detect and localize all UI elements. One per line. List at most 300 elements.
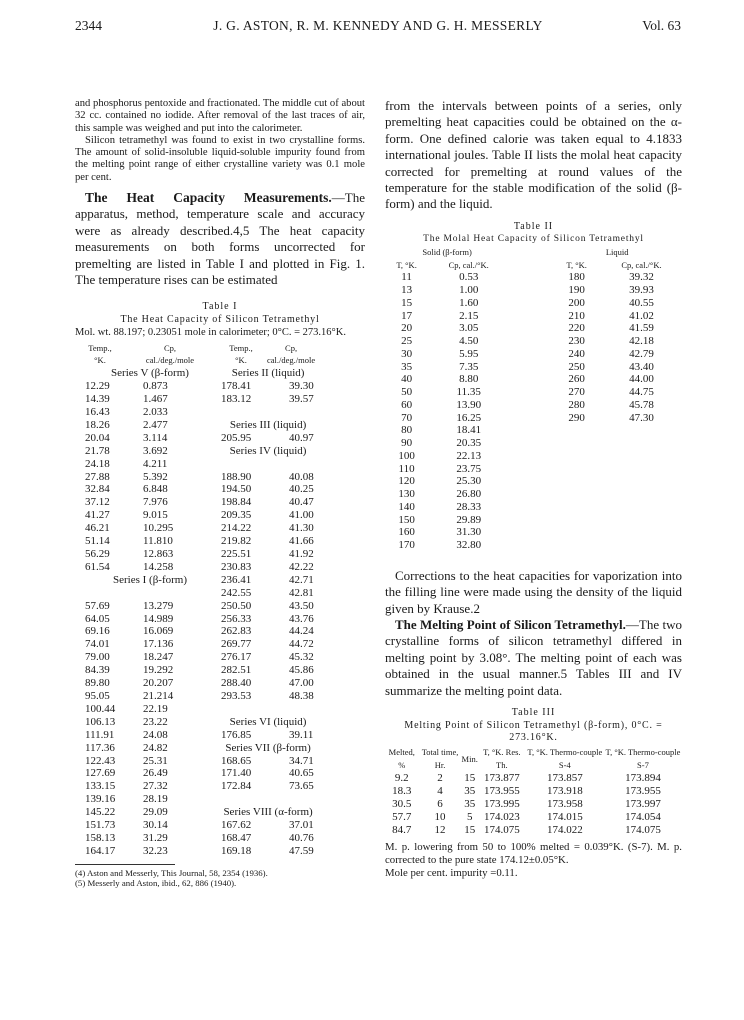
table-cell: 39.11 <box>289 728 314 741</box>
table-cell: 28.19 <box>143 793 168 806</box>
table-cell: 2.15 <box>459 309 479 322</box>
table-cell <box>215 406 267 419</box>
column-header: Melted, % <box>388 747 415 771</box>
table-cell: 10.295 <box>143 522 174 535</box>
table-row <box>385 824 682 837</box>
table-cell: 35 <box>464 798 476 811</box>
table-row <box>75 729 315 742</box>
table-cell: 236.41 <box>221 573 252 586</box>
table-cell: 160 <box>398 526 415 539</box>
table-cell: 11.35 <box>456 386 481 399</box>
table-cell: 16.25 <box>456 411 482 424</box>
table-cell: 173.918 <box>546 785 583 798</box>
table-cell: Series II (liquid) <box>231 367 305 380</box>
table-cell: 16.069 <box>143 625 174 638</box>
table-cell: 260 <box>568 373 585 386</box>
table-cell: 40.97 <box>289 431 314 444</box>
table-cell: 40 <box>401 373 413 386</box>
table-cell <box>509 475 552 488</box>
table-cell: 31.30 <box>456 526 482 539</box>
table-cell: 100 <box>398 449 415 462</box>
table-cell: 190 <box>568 284 585 297</box>
table-row <box>75 613 315 626</box>
table-cell <box>267 406 315 419</box>
table-row <box>75 574 315 587</box>
table-cell <box>509 271 552 284</box>
table-cell: 47.30 <box>629 411 654 424</box>
table-row <box>75 651 315 664</box>
table-row <box>75 742 315 755</box>
table-row <box>75 664 315 677</box>
table-row <box>385 463 682 476</box>
table-cell: 30 <box>401 347 413 360</box>
table-subtitle: Mol. wt. 88.197; 0.23051 mole in calorimeter; 0°C. = 273.16°K. <box>75 326 346 338</box>
table-cell <box>215 458 267 471</box>
table-cell: 14.989 <box>143 612 174 625</box>
table-row <box>385 514 682 527</box>
table-row <box>385 475 682 488</box>
table-cell: 3.114 <box>143 431 168 444</box>
table-cell: 168.47 <box>221 831 252 844</box>
table-cell <box>552 437 601 450</box>
table-cell: 22.19 <box>143 702 168 715</box>
table-cell: 240 <box>568 347 585 360</box>
table-cell: 22.13 <box>456 449 482 462</box>
table-cell: 12.29 <box>85 380 110 393</box>
table-cell: 37.01 <box>289 819 314 832</box>
table-cell: 56.29 <box>85 548 110 561</box>
table-cell: 95.05 <box>85 689 110 702</box>
table-cell: 13.90 <box>456 398 482 411</box>
table-cell <box>215 793 267 806</box>
left-column <box>75 98 365 889</box>
table-row <box>385 284 682 297</box>
table-cell: 9.015 <box>143 509 168 522</box>
table-cell: 32.80 <box>456 539 482 552</box>
table-cell: 43.50 <box>289 599 314 612</box>
table-cell: 180 <box>568 271 585 284</box>
table-cell: 219.82 <box>221 535 252 548</box>
table-row <box>385 798 682 811</box>
table-cell <box>509 361 552 374</box>
table-cell: 173.894 <box>625 772 661 785</box>
table-cell <box>509 322 552 335</box>
table-cell: 290 <box>568 411 585 424</box>
table-cell: 42.81 <box>289 586 314 599</box>
table-cell: 139.16 <box>85 793 116 806</box>
table-cell: Series VII (β-form) <box>225 741 311 754</box>
table-group-header <box>385 246 682 259</box>
table-cell: 173.958 <box>546 798 583 811</box>
table-cell: 168.65 <box>221 754 252 767</box>
column-header: Temp., °K. <box>88 342 112 366</box>
table-row <box>75 496 315 509</box>
table-cell: 44.00 <box>629 373 654 386</box>
table-cell: 19.292 <box>143 664 174 677</box>
table-row <box>75 793 315 806</box>
table-cell: 276.17 <box>221 651 252 664</box>
table-cell: 2.477 <box>143 418 168 431</box>
table-cell: 242.55 <box>221 586 252 599</box>
table-cell: 174.023 <box>483 811 520 824</box>
table-row <box>75 767 315 780</box>
table-cell: 42.79 <box>629 347 654 360</box>
table-cell: 48.38 <box>289 689 314 702</box>
table-cell <box>267 793 315 806</box>
table-cell: 43.40 <box>629 360 654 373</box>
table-cell: 151.73 <box>85 819 116 832</box>
table-row <box>75 703 315 716</box>
table-cell: 74.01 <box>85 638 110 651</box>
table-cell: 293.53 <box>221 689 252 702</box>
table-cell: 89.80 <box>85 677 110 690</box>
table-cell <box>509 539 552 552</box>
table-cell: 171.40 <box>221 767 252 780</box>
table-cell: 41.27 <box>85 509 110 522</box>
table-cell: 61.54 <box>85 560 110 573</box>
table-row <box>75 406 315 419</box>
table-cell: 14.258 <box>143 560 174 573</box>
table-cell: Series VI (liquid) <box>229 715 307 728</box>
table-cell: 220 <box>568 322 585 335</box>
table-cell: 13.279 <box>143 599 174 612</box>
table-cell: 34.71 <box>289 754 314 767</box>
table-cell: 24.08 <box>143 728 168 741</box>
table-1 <box>75 342 315 858</box>
table-row <box>385 811 682 824</box>
table-cell: 282.51 <box>221 664 252 677</box>
table-note: M. p. lowering from 50 to 100% melted = 0.039°K. (S-7). M. p. corrected to the pure state 174.12±0.05°K. <box>385 841 682 867</box>
column-header: T, °K. Thermo-couple S-4 <box>527 747 603 771</box>
table-cell: 44.72 <box>289 638 314 651</box>
right-column <box>385 98 682 880</box>
table-cell: 120 <box>398 475 415 488</box>
table-cell: 173.997 <box>625 798 661 811</box>
table-title: Melting Point of Silicon Tetramethyl (β-form), 0°C. = 273.16°K. <box>404 720 663 744</box>
table-caption: Table I <box>202 300 238 312</box>
table-cell: 210 <box>568 309 585 322</box>
table-cell: 4.50 <box>459 335 479 348</box>
table-cell: 41.59 <box>629 322 654 335</box>
table-cell: 174.054 <box>625 811 661 824</box>
footnote: (5) Messerly and Aston, ibid., 62, 886 (1940). <box>75 878 237 889</box>
table-cell: 90 <box>401 437 413 450</box>
table-row <box>385 386 682 399</box>
table-cell: 117.36 <box>85 741 115 754</box>
table-cell: 269.77 <box>221 638 252 651</box>
table-cell: 174.015 <box>546 811 583 824</box>
column-header: Cp, cal./deg./mole <box>267 342 316 366</box>
table-cell: 41.30 <box>289 522 314 535</box>
table-cell: 26.80 <box>456 488 482 501</box>
paragraph <box>75 190 365 288</box>
table-cell: 16.43 <box>85 406 110 419</box>
table-cell: 150 <box>398 513 415 526</box>
table-cell: 0.53 <box>459 271 479 284</box>
table-cell <box>509 501 552 514</box>
table-cell <box>601 488 682 501</box>
table-cell: 80 <box>401 424 413 437</box>
table-cell <box>509 514 552 527</box>
table-cell: 64.05 <box>85 612 110 625</box>
table-row <box>75 419 315 432</box>
running-header <box>75 18 681 38</box>
table-cell <box>509 348 552 361</box>
table-cell: 270 <box>568 386 585 399</box>
table-cell: 214.22 <box>221 522 252 535</box>
table-row <box>385 348 682 361</box>
table-cell: 1.60 <box>459 296 479 309</box>
table-cell: 39.30 <box>289 380 314 393</box>
table-row <box>75 819 315 832</box>
table-row <box>75 600 315 613</box>
table-header <box>385 746 682 772</box>
table-caption: Table II <box>513 220 554 232</box>
table-cell <box>509 488 552 501</box>
table-cell: 7.976 <box>143 496 168 509</box>
table-cell: 200 <box>568 296 585 309</box>
table-cell: 73.65 <box>289 780 314 793</box>
table-row <box>75 716 315 729</box>
table-cell: 10 <box>434 811 446 824</box>
table-cell: 3.692 <box>143 444 168 457</box>
table-cell: 25.30 <box>456 475 482 488</box>
table-row <box>385 526 682 539</box>
table-title: The Molal Heat Capacity of Silicon Tetramethyl <box>423 233 644 244</box>
table-cell: 30.14 <box>143 819 168 832</box>
table-cell <box>509 335 552 348</box>
table-cell: 26.49 <box>143 767 168 780</box>
table-row <box>385 488 682 501</box>
table-cell: 198.84 <box>221 496 252 509</box>
table-row <box>75 483 315 496</box>
table-cell: 69.16 <box>85 625 110 638</box>
table-cell: 35 <box>464 785 476 798</box>
table-cell <box>125 587 215 600</box>
table-cell: 39.57 <box>289 393 314 406</box>
table-cell: 42.18 <box>629 335 654 348</box>
table-row <box>75 806 315 819</box>
table-cell: 173.877 <box>483 772 520 785</box>
table-cell: 41.92 <box>289 548 314 561</box>
table-row <box>385 437 682 450</box>
table-cell: 21.214 <box>143 689 174 702</box>
table-cell <box>601 539 682 552</box>
table-note: Mole per cent. impurity =0.11. <box>385 867 518 880</box>
table-cell <box>601 437 682 450</box>
table-cell <box>509 373 552 386</box>
table-cell: 5.95 <box>459 347 479 360</box>
table-cell: 262.83 <box>221 625 252 638</box>
table-cell <box>552 501 601 514</box>
table-row <box>385 310 682 323</box>
table-cell: 173.955 <box>625 785 661 798</box>
table-cell: 164.17 <box>85 844 116 857</box>
table-cell: 172.84 <box>221 780 252 793</box>
table-cell: 84.7 <box>392 824 412 837</box>
table-row <box>385 271 682 284</box>
authors: J. G. ASTON, R. M. KENNEDY AND G. H. MESSERLY <box>213 18 543 33</box>
table-cell: 5.392 <box>143 470 168 483</box>
table-cell: 188.90 <box>221 470 252 483</box>
table-cell: 225.51 <box>221 548 252 561</box>
table-3 <box>385 746 682 837</box>
table-cell: 173.995 <box>483 798 520 811</box>
table-cell: 57.69 <box>85 599 110 612</box>
table-cell: 23.22 <box>143 715 168 728</box>
table-cell: 37.12 <box>85 496 110 509</box>
table-row <box>75 625 315 638</box>
table-cell: Series V (β-form) <box>111 367 189 380</box>
table-cell: 25 <box>401 335 413 348</box>
table-cell: 17.136 <box>143 638 174 651</box>
table-cell: 140 <box>398 500 415 513</box>
table-cell: 174.075 <box>625 824 661 837</box>
table-cell: 79.00 <box>85 651 110 664</box>
table-cell: 40.65 <box>289 767 314 780</box>
table-row <box>75 677 315 690</box>
table-row <box>385 399 682 412</box>
table-header <box>75 342 315 368</box>
paragraph: and phosphorus pentoxide and fractionated. The middle cut of about 32 cc. contained no iodide. After removal of the last traces of air, this sample was weighed and put into the calorimeter. <box>75 98 365 134</box>
table-cell <box>552 450 601 463</box>
table-row <box>75 535 315 548</box>
table-cell <box>552 475 601 488</box>
table-cell <box>552 488 601 501</box>
table-cell: 20 <box>401 322 413 335</box>
table-cell: 39.93 <box>629 284 654 297</box>
table-cell: 130 <box>398 488 415 501</box>
table-cell: 178.41 <box>221 380 252 393</box>
table-cell: 183.12 <box>221 393 252 406</box>
table-cell <box>601 450 682 463</box>
table-cell: 111.91 <box>85 728 115 741</box>
table-row <box>75 522 315 535</box>
table-cell: 39.32 <box>629 271 654 284</box>
table-cell: 21.78 <box>85 444 110 457</box>
table-cell: 30.5 <box>392 798 412 811</box>
table-cell: 32.84 <box>85 483 110 496</box>
table-cell: 230.83 <box>221 560 252 573</box>
table-cell: 27.88 <box>85 470 110 483</box>
table-cell: 40.47 <box>289 496 314 509</box>
table-cell: 280 <box>568 398 585 411</box>
table-cell <box>267 703 315 716</box>
table-cell: 45.86 <box>289 664 314 677</box>
table-cell: 47.00 <box>289 677 314 690</box>
table-cell: 133.15 <box>85 780 116 793</box>
table-cell <box>601 475 682 488</box>
table-cell: 17 <box>401 309 413 322</box>
table-cell: 4 <box>437 785 443 798</box>
table-cell: 2.033 <box>143 406 168 419</box>
column-header: T, °K. Res. Th. <box>483 747 521 771</box>
table-cell: 42.71 <box>289 573 314 586</box>
table-cell: 11 <box>401 271 412 284</box>
table-cell: 2 <box>437 772 443 785</box>
table-row <box>75 471 315 484</box>
table-cell: 18.247 <box>143 651 174 664</box>
table-cell: 6 <box>437 798 443 811</box>
table-cell: 29.89 <box>456 513 482 526</box>
section-heading: The Heat Capacity Measurements. <box>85 190 332 206</box>
table-cell: 173.857 <box>546 772 583 785</box>
table-row <box>385 361 682 374</box>
table-cell: 47.59 <box>289 844 314 857</box>
table-row <box>75 832 315 845</box>
table-row <box>75 845 315 858</box>
table-cell: 205.95 <box>221 431 252 444</box>
table-row <box>75 458 315 471</box>
table-cell: Series I (β-form) <box>112 573 187 586</box>
table-row <box>385 539 682 552</box>
table-cell: 18.41 <box>456 424 482 437</box>
table-cell: 20.04 <box>85 431 110 444</box>
table-title: The Heat Capacity of Silicon Tetramethyl <box>120 313 320 325</box>
volume: Vol. 63 <box>642 18 681 33</box>
table-cell: 122.43 <box>85 754 116 767</box>
table-cell: 42.22 <box>289 560 314 573</box>
table-cell: 40.25 <box>289 483 314 496</box>
table-cell: 12 <box>434 824 446 837</box>
table-cell: 3.05 <box>459 322 479 335</box>
table-cell <box>552 514 601 527</box>
table-cell: 18.3 <box>392 785 412 798</box>
table-cell <box>552 539 601 552</box>
table-cell: 41.66 <box>289 535 314 548</box>
table-header <box>385 259 682 272</box>
column-header: Cp, cal./°K. <box>621 259 662 270</box>
table-cell: 14.39 <box>85 393 110 406</box>
column-header: Total time, Hr. <box>421 747 459 771</box>
table-cell: 9.2 <box>394 772 409 785</box>
table-cell: 41.00 <box>289 509 314 522</box>
table-cell: 173.955 <box>483 785 520 798</box>
table-cell: 1.467 <box>143 393 168 406</box>
table-cell: 256.33 <box>221 612 252 625</box>
paragraph: Silicon tetramethyl was found to exist in two crystalline forms. The amount of solid-insoluble liquid-soluble impurity found from the melting point range of either crystalline variety was 0.1 mole per cent. <box>75 134 365 183</box>
table-cell: 230 <box>568 335 585 348</box>
table-cell <box>552 424 601 437</box>
table-row <box>75 638 315 651</box>
table-cell: 43.76 <box>289 612 314 625</box>
table-cell <box>552 526 601 539</box>
table-cell: 145.22 <box>85 806 116 819</box>
column-header: Temp., °K. <box>229 342 253 366</box>
paragraph-text: —The apparatus, method, temperature scale and accuracy were as already described.4,5 The heat capacity measurements on both forms uncorrected for premelting are listed in Table I and plotted in Fig. 1. The temperature rises can be estimated <box>75 190 365 288</box>
paragraph-text: —The two crystalline forms of silicon tetramethyl differed in melting point by 3.08°. The melting point of each was obtained in the usual manner.5 Tables III and IV summarize the melting point data. <box>385 617 682 698</box>
paragraph: from the intervals between points of a series, only premelting heat capacities could be obtained on the α-form. One defined calorie was taken equal to 4.1833 international joules. Table II lists the molal heat capacity corrected for premelting at round values of the temperature for the stable modification of the solid (β-form) and the liquid. <box>385 98 682 212</box>
table-row <box>75 755 315 768</box>
table-cell: Series IV (liquid) <box>229 444 307 457</box>
table-cell <box>601 424 682 437</box>
column-header: T, °K. <box>566 259 587 270</box>
table-cell: 35 <box>401 360 413 373</box>
table-cell: 40.55 <box>629 296 654 309</box>
column-header: T, °K. <box>396 259 417 270</box>
table-cell: Series III (liquid) <box>229 418 307 431</box>
table-cell: 24.18 <box>85 457 110 470</box>
column-header: Min. <box>461 753 478 764</box>
table-row <box>75 367 315 380</box>
table-cell: 1.00 <box>459 284 479 297</box>
table-cell <box>267 458 315 471</box>
table-cell: 0.873 <box>143 380 168 393</box>
table-cell: 31.29 <box>143 831 168 844</box>
table-2 <box>385 246 682 552</box>
table-cell: 15 <box>464 824 476 837</box>
table-cell <box>509 463 552 476</box>
